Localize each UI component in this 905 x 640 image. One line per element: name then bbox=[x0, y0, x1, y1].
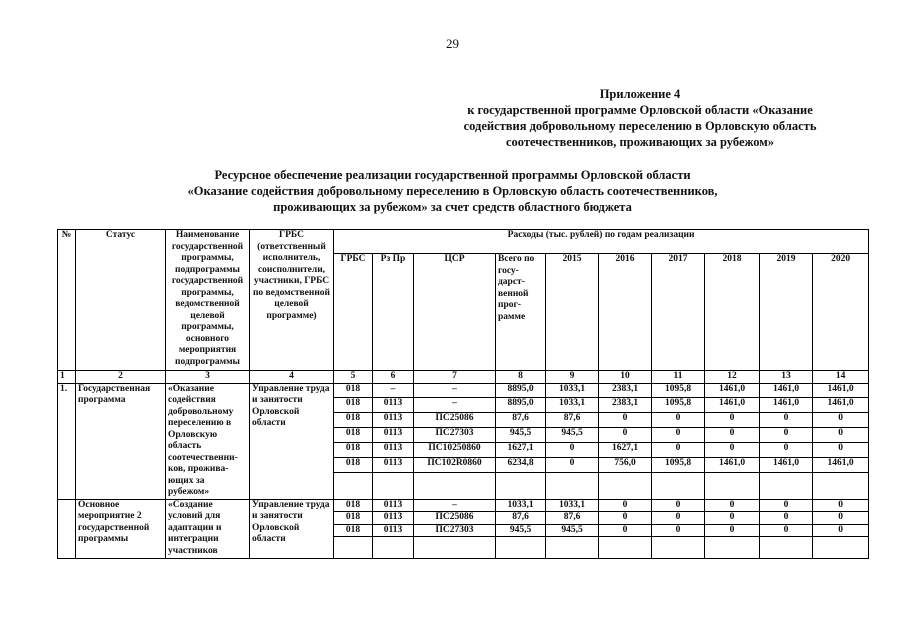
appendix-line: содействия добровольному переселению в Орловскую область bbox=[463, 119, 817, 133]
row-cell: 0 bbox=[599, 512, 652, 525]
appendix-line: Приложение 4 bbox=[599, 87, 681, 101]
row-cell: 0 bbox=[705, 512, 760, 525]
row-cell: 1461,0 bbox=[760, 383, 813, 398]
empty-cell bbox=[760, 473, 813, 499]
row-cell: 0 bbox=[652, 524, 705, 537]
row-cell: 0 bbox=[705, 499, 760, 512]
row-cell: 0 bbox=[652, 428, 705, 443]
empty-cell bbox=[599, 537, 652, 559]
row-cell: 2383,1 bbox=[599, 383, 652, 398]
row-cell: 0 bbox=[652, 443, 705, 458]
row-cell: 1461,0 bbox=[760, 458, 813, 473]
row-cell: ПС27303 bbox=[414, 524, 496, 537]
row-cell: 0 bbox=[599, 524, 652, 537]
column-number: 11 bbox=[652, 371, 705, 384]
row-cell: ПС25086 bbox=[414, 413, 496, 428]
row-cell: 8895,0 bbox=[496, 383, 546, 398]
header-grbs: ГРБС bbox=[334, 254, 373, 371]
column-number: 14 bbox=[813, 371, 869, 384]
row-name: «Создание условий для адаптации и интеграции участников bbox=[166, 499, 250, 559]
header-status: Статус bbox=[76, 230, 166, 371]
empty-cell bbox=[760, 537, 813, 559]
row-cell: 945,5 bbox=[546, 428, 599, 443]
title-line: Ресурсное обеспечение реализации государственной программы Орловской области bbox=[214, 168, 691, 182]
row-cell: 0113 bbox=[373, 398, 414, 413]
row-cell: 87,6 bbox=[496, 413, 546, 428]
header-year: 2019 bbox=[760, 254, 813, 371]
document-title bbox=[0, 167, 905, 215]
row-cell: 8895,0 bbox=[496, 398, 546, 413]
row-cell: 0 bbox=[760, 413, 813, 428]
row-cell: 018 bbox=[334, 458, 373, 473]
empty-cell bbox=[813, 473, 869, 499]
appendix-line: соотечественников, проживающих за рубежом» bbox=[505, 135, 775, 149]
row-cell: – bbox=[373, 383, 414, 398]
header-grbs-full: ГРБС (ответственный исполнитель, соисполнители, участники, ГРБС по ведомственной целевой программе) bbox=[250, 230, 334, 371]
row-cell: 0 bbox=[599, 428, 652, 443]
empty-cell bbox=[813, 537, 869, 559]
row-cell: 0 bbox=[705, 428, 760, 443]
row-cell: 018 bbox=[334, 524, 373, 537]
row-cell: 0 bbox=[813, 499, 869, 512]
column-number-row bbox=[58, 371, 869, 384]
empty-cell bbox=[373, 537, 414, 559]
row-cell: 6234,8 bbox=[496, 458, 546, 473]
header-expenses: Расходы (тыс. рублей) по годам реализации bbox=[334, 230, 869, 254]
row-cell: 0 bbox=[599, 413, 652, 428]
row-grbs: Управление труда и занятости Орловской области bbox=[250, 499, 334, 559]
row-status: Государственная программа bbox=[76, 383, 166, 499]
row-cell: 1033,1 bbox=[546, 383, 599, 398]
row-cell: 0 bbox=[705, 413, 760, 428]
row-cell: 1461,0 bbox=[705, 458, 760, 473]
column-number: 6 bbox=[373, 371, 414, 384]
row-cell: ПС102R0860 bbox=[414, 458, 496, 473]
row-cell: 018 bbox=[334, 413, 373, 428]
row-cell: 1461,0 bbox=[813, 458, 869, 473]
row-cell: 945,5 bbox=[496, 428, 546, 443]
column-number: 4 bbox=[250, 371, 334, 384]
empty-cell bbox=[652, 537, 705, 559]
row-cell: 1033,1 bbox=[546, 499, 599, 512]
row-cell: 018 bbox=[334, 428, 373, 443]
row-cell: ПС27303 bbox=[414, 428, 496, 443]
row-cell: 0113 bbox=[373, 524, 414, 537]
empty-cell bbox=[705, 473, 760, 499]
row-cell: 0 bbox=[705, 524, 760, 537]
row-cell: 0113 bbox=[373, 499, 414, 512]
row-cell: ПС10250860 bbox=[414, 443, 496, 458]
row-cell: 945,5 bbox=[496, 524, 546, 537]
row-cell: 0 bbox=[760, 443, 813, 458]
row-cell: 1627,1 bbox=[599, 443, 652, 458]
row-name: «Оказание содействия добровольному переселению в Орловскую область соотечественни-ков, прожива-ющих за рубежом» bbox=[166, 383, 250, 499]
column-number: 8 bbox=[496, 371, 546, 384]
row-cell: 0 bbox=[760, 499, 813, 512]
column-number: 7 bbox=[414, 371, 496, 384]
row-cell: 0 bbox=[546, 458, 599, 473]
column-number: 10 bbox=[599, 371, 652, 384]
row-cell: 1095,8 bbox=[652, 398, 705, 413]
row-cell: 1033,1 bbox=[546, 398, 599, 413]
page-number: 29 bbox=[446, 36, 459, 51]
row-cell: 87,6 bbox=[546, 512, 599, 525]
empty-cell bbox=[652, 473, 705, 499]
row-cell: 0 bbox=[813, 524, 869, 537]
row-cell: 0 bbox=[599, 499, 652, 512]
row-no bbox=[58, 499, 76, 559]
column-number: 2 bbox=[76, 371, 166, 384]
row-grbs: Управление труда и занятости Орловской области bbox=[250, 383, 334, 499]
row-cell: 0 bbox=[760, 428, 813, 443]
appendix-caption bbox=[420, 86, 860, 150]
resource-table bbox=[57, 229, 869, 559]
row-cell: 0113 bbox=[373, 413, 414, 428]
row-cell: 0 bbox=[652, 413, 705, 428]
empty-cell bbox=[334, 537, 373, 559]
row-cell: 1461,0 bbox=[813, 383, 869, 398]
header-year: 2016 bbox=[599, 254, 652, 371]
activity-block bbox=[58, 499, 869, 559]
empty-cell bbox=[373, 473, 414, 499]
row-cell: 018 bbox=[334, 499, 373, 512]
row-cell: 1461,0 bbox=[705, 383, 760, 398]
header-rzpr: Рз Пр bbox=[373, 254, 414, 371]
row-cell: 0113 bbox=[373, 443, 414, 458]
title-line: проживающих за рубежом» за счет средств областного бюджета bbox=[273, 200, 632, 214]
row-cell: 0 bbox=[813, 512, 869, 525]
header-name: Наименование государственной программы, подпрограммы государственной программы, ведомственной целевой программы, основного мероприятия подпрограммы bbox=[166, 230, 250, 371]
row-cell: 945,5 bbox=[546, 524, 599, 537]
row-cell: 1461,0 bbox=[705, 398, 760, 413]
row-cell: 1627,1 bbox=[496, 443, 546, 458]
empty-cell bbox=[546, 473, 599, 499]
table-row bbox=[58, 383, 869, 398]
empty-cell bbox=[414, 473, 496, 499]
row-cell: 87,6 bbox=[546, 413, 599, 428]
row-cell: 756,0 bbox=[599, 458, 652, 473]
row-cell: – bbox=[414, 499, 496, 512]
row-cell: 0 bbox=[760, 524, 813, 537]
row-cell: 1095,8 bbox=[652, 383, 705, 398]
column-number: 9 bbox=[546, 371, 599, 384]
empty-cell bbox=[599, 473, 652, 499]
title-line: «Оказание содействия добровольному переселению в Орловскую область соотечественников, bbox=[187, 184, 718, 198]
header-year: 2017 bbox=[652, 254, 705, 371]
row-cell: 0 bbox=[705, 443, 760, 458]
empty-cell bbox=[334, 473, 373, 499]
row-cell: 0 bbox=[760, 512, 813, 525]
row-cell: 0 bbox=[652, 512, 705, 525]
row-cell: 0 bbox=[813, 428, 869, 443]
row-cell: 0 bbox=[652, 499, 705, 512]
header-year: 2018 bbox=[705, 254, 760, 371]
row-cell: 1461,0 bbox=[813, 398, 869, 413]
row-cell: 0113 bbox=[373, 428, 414, 443]
row-cell: 0 bbox=[813, 413, 869, 428]
row-cell: 0 bbox=[813, 443, 869, 458]
header-year: 2015 bbox=[546, 254, 599, 371]
header-csr: ЦСР bbox=[414, 254, 496, 371]
row-cell: 1461,0 bbox=[760, 398, 813, 413]
empty-cell bbox=[496, 537, 546, 559]
header-total: Всего по госу-дарст-венной прог-рамме bbox=[496, 254, 546, 371]
empty-cell bbox=[496, 473, 546, 499]
row-cell: 1033,1 bbox=[496, 499, 546, 512]
row-cell: 018 bbox=[334, 512, 373, 525]
row-cell: 018 bbox=[334, 383, 373, 398]
row-cell: – bbox=[414, 398, 496, 413]
empty-cell bbox=[546, 537, 599, 559]
header-year: 2020 bbox=[813, 254, 869, 371]
row-no: 1. bbox=[58, 383, 76, 499]
row-cell: 0 bbox=[546, 443, 599, 458]
column-number: 13 bbox=[760, 371, 813, 384]
row-status: Основное мероприятие 2 государственной программы bbox=[76, 499, 166, 559]
header-row bbox=[58, 230, 869, 254]
row-cell: 87,6 bbox=[496, 512, 546, 525]
row-cell: 0113 bbox=[373, 458, 414, 473]
empty-cell bbox=[414, 537, 496, 559]
row-cell: ПС25086 bbox=[414, 512, 496, 525]
row-cell: 0113 bbox=[373, 512, 414, 525]
row-cell: 2383,1 bbox=[599, 398, 652, 413]
header-no: № bbox=[58, 230, 76, 371]
row-cell: 018 bbox=[334, 398, 373, 413]
program-block bbox=[58, 383, 869, 499]
column-number: 1 bbox=[58, 371, 76, 384]
row-cell: 018 bbox=[334, 443, 373, 458]
empty-cell bbox=[705, 537, 760, 559]
column-number: 5 bbox=[334, 371, 373, 384]
column-number: 3 bbox=[166, 371, 250, 384]
row-cell: 1095,8 bbox=[652, 458, 705, 473]
appendix-line: к государственной программе Орловской области «Оказание bbox=[467, 103, 813, 117]
column-number: 12 bbox=[705, 371, 760, 384]
table-row bbox=[58, 499, 869, 512]
row-cell: – bbox=[414, 383, 496, 398]
